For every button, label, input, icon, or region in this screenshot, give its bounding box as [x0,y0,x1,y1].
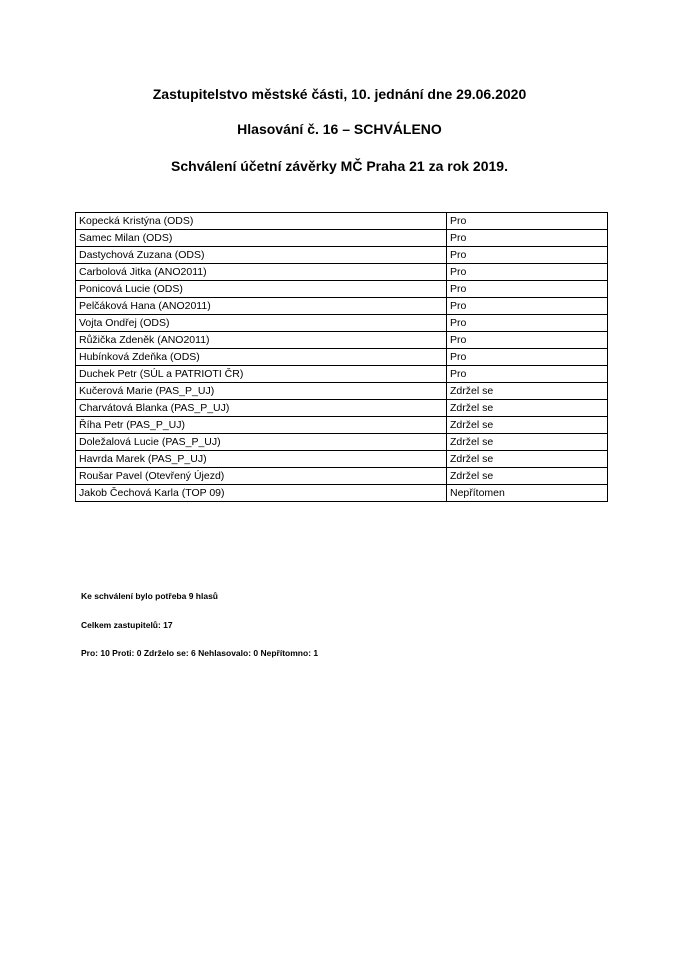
member-name-cell: Vojta Ondřej (ODS) [76,315,447,332]
vote-cell: Pro [447,230,608,247]
member-name-cell: Dastychová Zuzana (ODS) [76,247,447,264]
vote-subject-title: Schválení účetní závěrky MČ Praha 21 za rok 2019. [171,158,508,174]
table-row [76,434,608,451]
vote-cell: Nepřítomen [447,485,608,502]
session-title: Zastupitelstvo městské části, 10. jednání dne 29.06.2020 [152,86,527,102]
vote-cell: Pro [447,366,608,383]
table-row [76,315,608,332]
member-name-cell: Pelčáková Hana (ANO2011) [76,298,447,315]
table-row [76,451,608,468]
member-name-cell: Roušar Pavel (Otevřený Újezd) [76,468,447,485]
table-row [76,468,608,485]
vote-cell: Zdržel se [447,434,608,451]
vote-cell: Pro [447,315,608,332]
vote-cell: Zdržel se [447,451,608,468]
vote-cell: Zdržel se [447,383,608,400]
table-row [76,264,608,281]
table-row [76,213,608,230]
vote-cell: Zdržel se [447,468,608,485]
vote-number-title: Hlasování č. 16 – SCHVÁLENO [237,121,442,137]
table-row [76,485,608,502]
vote-cell: Pro [447,349,608,366]
vote-cell: Zdržel se [447,417,608,434]
table-row [76,230,608,247]
vote-cell: Zdržel se [447,400,608,417]
total-members-text: Celkem zastupitelů: 17 [81,620,173,630]
member-name-cell: Samec Milan (ODS) [76,230,447,247]
member-name-cell: Ponicová Lucie (ODS) [76,281,447,298]
votes-table [75,212,608,502]
votes-table-body [76,213,608,502]
vote-cell: Pro [447,264,608,281]
table-row [76,349,608,366]
table-row [76,383,608,400]
vote-cell: Pro [447,332,608,349]
table-row [76,417,608,434]
table-row [76,400,608,417]
vote-cell: Pro [447,213,608,230]
member-name-cell: Carbolová Jitka (ANO2011) [76,264,447,281]
table-row [76,247,608,264]
vote-cell: Pro [447,247,608,264]
member-name-cell: Charvátová Blanka (PAS_P_UJ) [76,400,447,417]
table-row [76,298,608,315]
table-row [76,332,608,349]
required-votes-text: Ke schválení bylo potřeba 9 hlasů [81,591,218,601]
vote-cell: Pro [447,298,608,315]
table-row [76,281,608,298]
member-name-cell: Duchek Petr (SÚL a PATRIOTI ČR) [76,366,447,383]
member-name-cell: Jakob Čechová Karla (TOP 09) [76,485,447,502]
member-name-cell: Růžička Zdeněk (ANO2011) [76,332,447,349]
member-name-cell: Hubínková Zdeňka (ODS) [76,349,447,366]
table-row [76,366,608,383]
vote-tally-text: Pro: 10 Proti: 0 Zdrželo se: 6 Nehlasovalo: 0 Nepřítomno: 1 [81,648,319,658]
vote-cell: Pro [447,281,608,298]
member-name-cell: Říha Petr (PAS_P_UJ) [76,417,447,434]
member-name-cell: Havrda Marek (PAS_P_UJ) [76,451,447,468]
member-name-cell: Kopecká Kristýna (ODS) [76,213,447,230]
member-name-cell: Doležalová Lucie (PAS_P_UJ) [76,434,447,451]
member-name-cell: Kučerová Marie (PAS_P_UJ) [76,383,447,400]
